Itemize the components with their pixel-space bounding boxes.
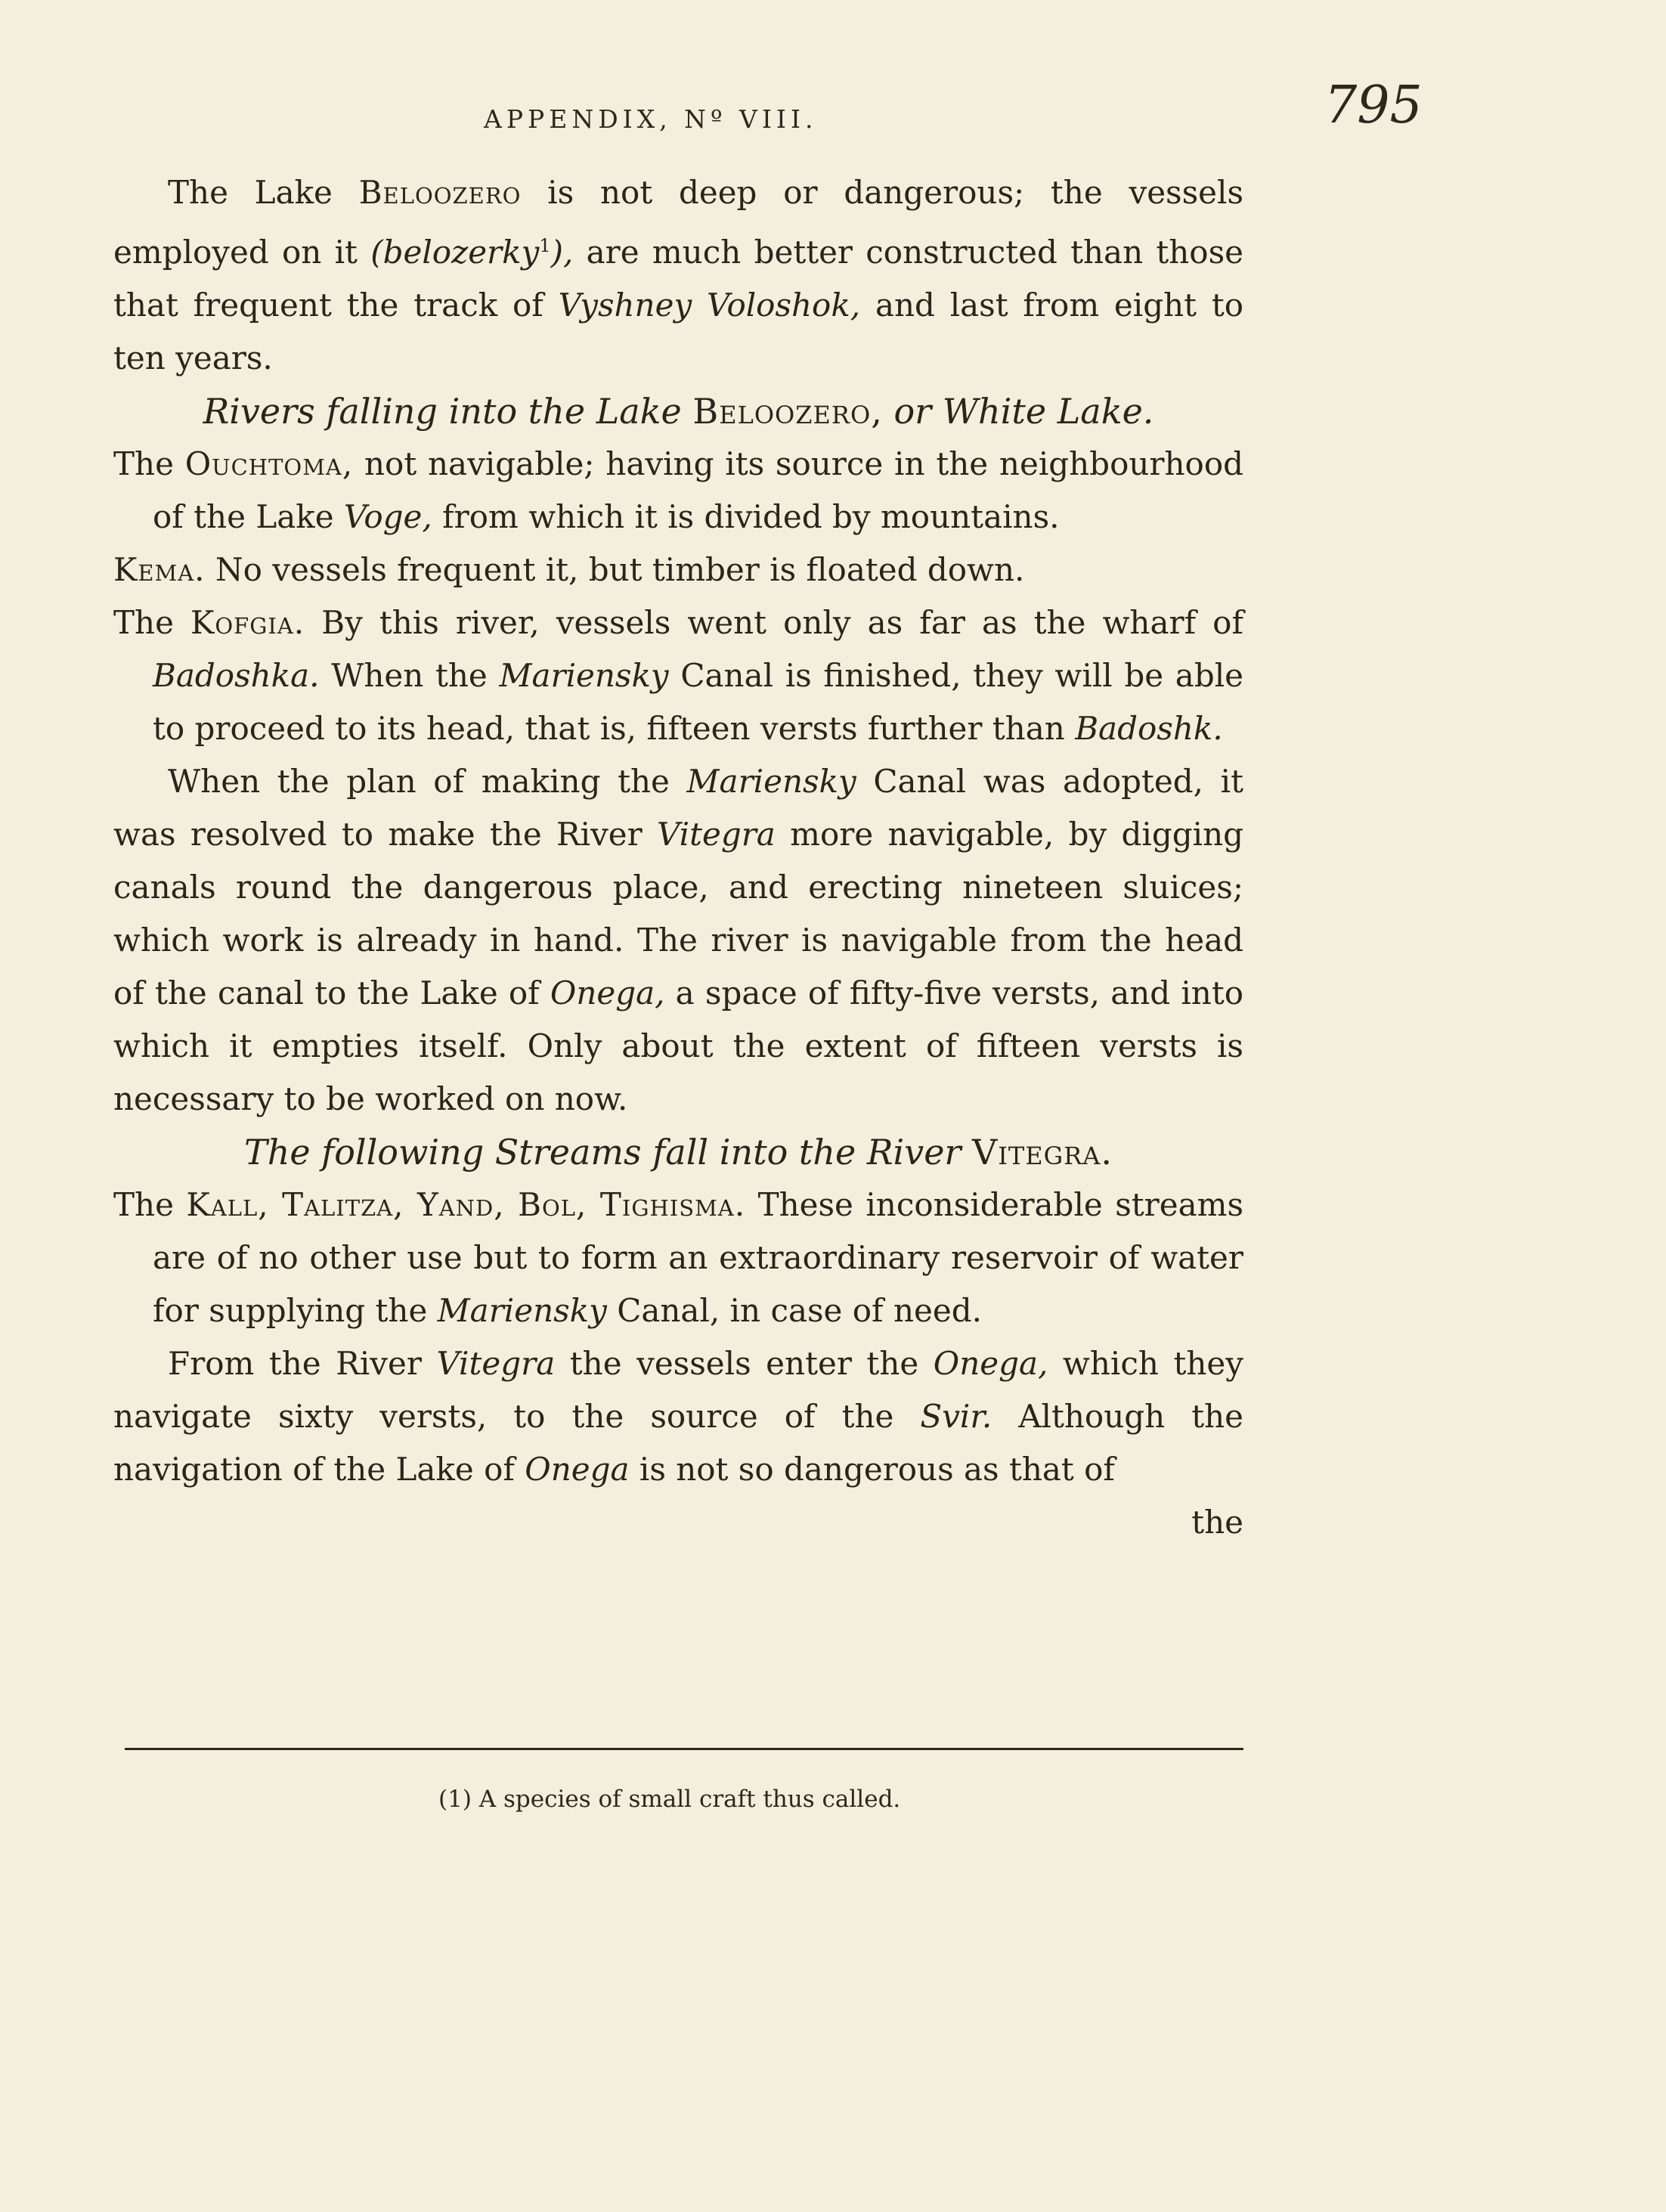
- river-name: Kofgia.: [190, 604, 305, 641]
- footnote-rule: [125, 1748, 1243, 1750]
- text-run: more navigable, by digging canals round the dangerous place, and erecting nineteen sluices; which work is already in hand. The river is navigable from the head of the canal to the Lake of: [113, 816, 1244, 1012]
- paragraph-lake-beloozero: [113, 166, 1243, 385]
- entry-kofgia: [113, 596, 1243, 755]
- footnote-marker: 1: [539, 235, 551, 256]
- text-run: which they navigate sixty versts, to the source of the: [113, 1345, 1243, 1435]
- river-names: Kall, Talitza, Yand, Bol, Tighisma.: [186, 1186, 746, 1223]
- text-run: from which it is divided by mountains.: [432, 498, 1060, 535]
- place-name: Vyshney Voloshok,: [558, 287, 861, 324]
- section-heading-rivers: [113, 385, 1243, 438]
- page-number: 795: [1324, 76, 1423, 135]
- running-head: APPENDIX, Nº VIII.: [484, 104, 818, 134]
- text-run: The: [113, 604, 190, 641]
- river-name: Kema.: [113, 551, 206, 588]
- text-run: Although the navigation of the Lake of: [113, 1398, 1243, 1488]
- catchword: the: [1191, 1504, 1243, 1541]
- entry-kema: [113, 544, 1243, 596]
- text-run: These inconsiderable streams are of no other use but to form an extraordinary reservoir of water for supplying the: [153, 1186, 1243, 1329]
- text-run: No vessels frequent it, but timber is floated down.: [205, 551, 1025, 588]
- text-run: and last from eight to ten years.: [113, 287, 1243, 376]
- place-name: Beloozero,: [692, 391, 883, 432]
- heading-text: or White Lake.: [882, 391, 1154, 432]
- place-name: Vitegra: [657, 816, 776, 853]
- place-name: Mariensky: [437, 1292, 607, 1329]
- text-run: By this river, vessels went only as far as the wharf of: [305, 604, 1243, 641]
- text-run: The: [113, 1186, 187, 1223]
- text-run: The Lake: [168, 174, 359, 211]
- heading-text: The following Streams fall into the River: [244, 1132, 973, 1173]
- text-run: Canal, in case of need.: [606, 1292, 982, 1329]
- entry-streams: [113, 1179, 1243, 1337]
- place-name: Mariensky: [499, 657, 669, 694]
- place-name: Onega,: [550, 974, 665, 1012]
- heading-text: Rivers falling into the Lake: [203, 391, 693, 432]
- place-name: Badoshk.: [1075, 710, 1223, 747]
- place-name: Svir.: [920, 1398, 992, 1435]
- text-run: not navigable; having its source in the neighbourhood of the Lake: [153, 445, 1243, 535]
- text-run: Canal is finished, they will be able to proceed to its head, that is, fifteen versts further than: [153, 657, 1243, 747]
- river-name: Ouchtoma,: [184, 445, 354, 482]
- text-run: are much better constructed than those that frequent the track of: [113, 234, 1244, 324]
- text-run: a space of fifty-five versts, and into which it empties itself. Only about the extent of fifteen versts is necessary to be worked on now.: [113, 974, 1243, 1117]
- text-run: When the plan of making the: [168, 763, 687, 800]
- section-heading-streams: [113, 1126, 1243, 1179]
- text-run: Canal was adopted, it was resolved to make the River: [113, 763, 1243, 853]
- paragraph-mariensky-canal: [113, 755, 1243, 1126]
- river-name: Vitegra.: [972, 1132, 1113, 1173]
- place-name: Voge,: [343, 498, 432, 535]
- body-text: [113, 166, 1243, 1549]
- term-italic: ),: [550, 234, 574, 271]
- place-name: Badoshka.: [153, 657, 320, 694]
- text-run: is not deep or dangerous; the vessels employed on it: [113, 174, 1243, 271]
- footnote: (1) A species of small craft thus called.: [438, 1786, 901, 1813]
- paragraph-onega: [113, 1337, 1243, 1496]
- text-run: When the: [319, 657, 500, 694]
- text-run: The: [113, 445, 185, 482]
- place-name: Mariensky: [686, 763, 856, 800]
- entry-ouchtoma: [113, 438, 1243, 544]
- text-run: the vessels enter the: [555, 1345, 934, 1382]
- text-run: is not so dangerous as that of: [629, 1451, 1115, 1488]
- text-run: From the River: [168, 1345, 437, 1382]
- place-name: Onega,: [933, 1345, 1048, 1382]
- term-italic: (belozerky: [370, 234, 540, 271]
- place-name: Beloozero: [358, 174, 522, 211]
- place-name: Vitegra: [436, 1345, 556, 1382]
- place-name: Onega: [525, 1451, 630, 1488]
